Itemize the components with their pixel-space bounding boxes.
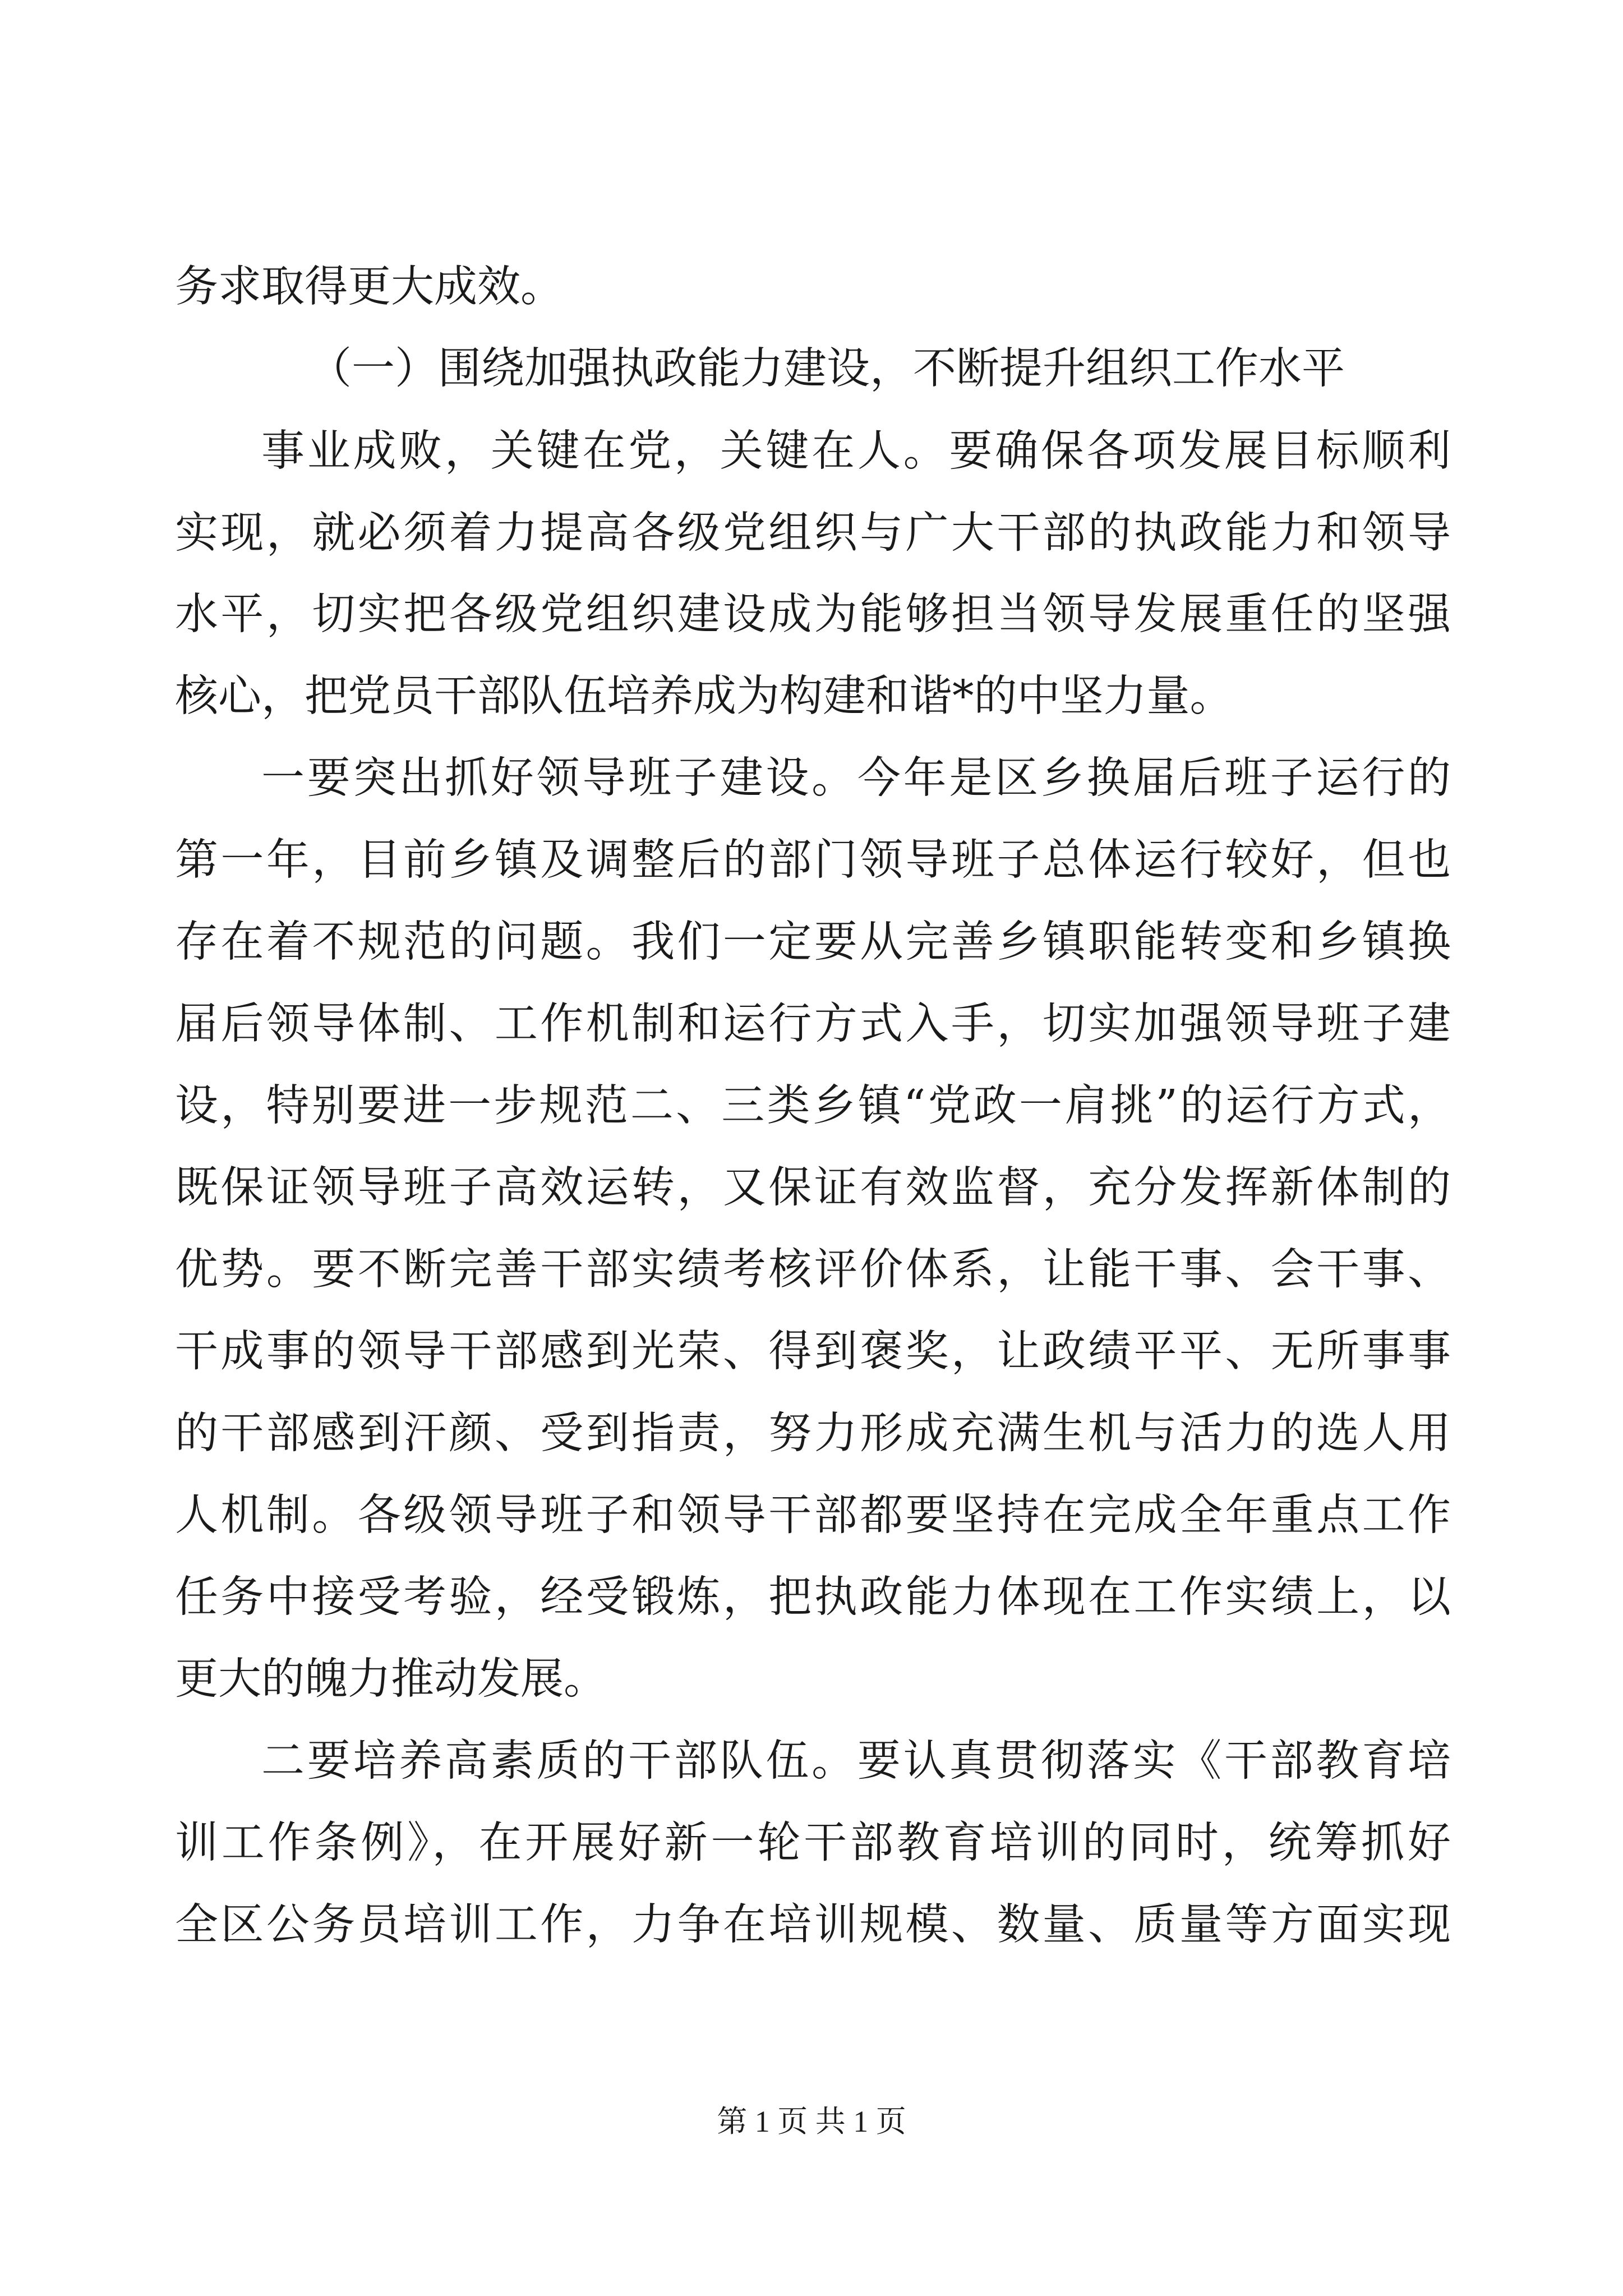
text-line: 设，特别要进一步规范二、三类乡镇“党政一肩挑”的运行方式，: [175, 1081, 1451, 1131]
text-line: 既保证领导班子高效运转，又保证有效监督，充分发挥新体制的: [175, 1163, 1451, 1213]
page-footer: [0, 2099, 1623, 2144]
text-line: 任务中接受考验，经受锻炼，把执政能力体现在工作实绩上，以: [175, 1572, 1451, 1622]
text-line: 存在着不规范的问题。我们一定要从完善乡镇职能转变和乡镇换: [175, 917, 1451, 967]
text-line: 水平，切实把各级党组织建设成为能够担当领导发展重任的坚强: [175, 590, 1451, 639]
text-line: 一要突出抓好领导班子建设。今年是区乡换届后班子运行的: [261, 753, 1451, 803]
section-heading: （一）围绕加强执政能力建设，不断提升组织工作水平: [308, 344, 1345, 394]
text-line: 第一年，目前乡镇及调整后的部门领导班子总体运行较好，但也: [175, 835, 1451, 885]
text-line: 的干部感到汗颜、受到指责，努力形成充满生机与活力的选人用: [175, 1409, 1451, 1458]
text-line: 核心，把党员干部队伍培养成为构建和谐*的中坚力量。: [175, 671, 1233, 721]
text-line: 训工作条例》，在开展好新一轮干部教育培训的同时，统筹抓好: [175, 1818, 1451, 1868]
text-line: 二要培养高素质的干部队伍。要认真贯彻落实《干部教育培: [261, 1736, 1451, 1786]
text-line: 届后领导体制、工作机制和运行方式入手，切实加强领导班子建: [175, 999, 1451, 1049]
text-line: 事业成败，关键在党，关键在人。要确保各项发展目标顺利: [261, 426, 1451, 476]
text-line: 干成事的领导干部感到光荣、得到褒奖，让政绩平平、无所事事: [175, 1327, 1451, 1377]
text-line: 务求取得更大成效。: [175, 262, 564, 312]
text-line: 全区公务员培训工作，力争在培训规模、数量、质量等方面实现: [175, 1900, 1451, 1950]
text-line: 人机制。各级领导班子和领导干部都要坚持在完成全年重点工作: [175, 1490, 1451, 1540]
text-line: 更大的魄力推动发展。: [175, 1654, 607, 1704]
text-line: 实现，就必须着力提高各级党组织与广大干部的执政能力和领导: [175, 508, 1451, 558]
text-line: 优势。要不断完善干部实绩考核评价体系，让能干事、会干事、: [175, 1245, 1451, 1295]
page-number-label: 第 1 页 共 1 页: [717, 2105, 906, 2138]
